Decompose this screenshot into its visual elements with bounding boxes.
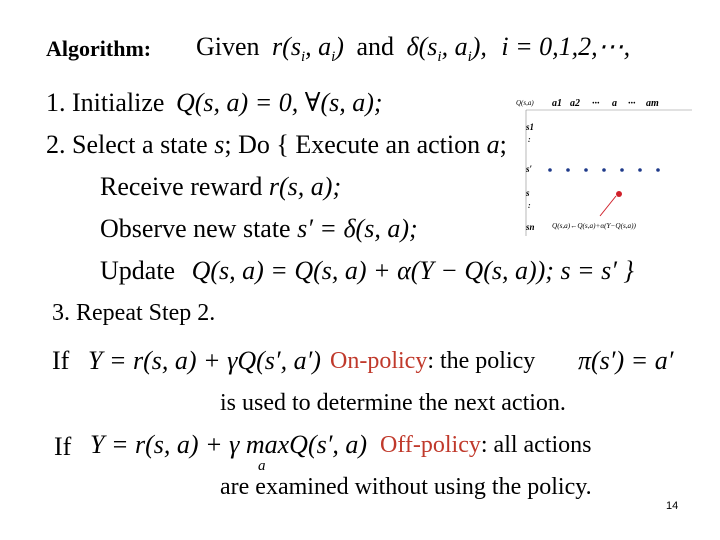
step2-end: ; bbox=[499, 130, 507, 159]
q-arrow bbox=[600, 196, 616, 216]
step3: 3. Repeat Step 2. bbox=[52, 300, 216, 326]
given-delta-sub1: i bbox=[437, 49, 442, 66]
step2-do: ; Do { Execute an action bbox=[224, 130, 481, 159]
q-dot bbox=[584, 168, 588, 172]
q-col-dots1: ··· bbox=[592, 98, 600, 109]
q-dot bbox=[566, 168, 570, 172]
step1-math: Q(s, a) = 0, ∀(s, a); bbox=[176, 88, 383, 117]
on-policy-line bbox=[330, 348, 535, 375]
on-text: : the policy bbox=[427, 348, 536, 374]
q-col-a2: a2 bbox=[570, 98, 580, 109]
q-update-formula: Q(s,a)←Q(s,a)+α(Y−Q(s,a)) bbox=[552, 222, 636, 230]
q-col-a: a bbox=[612, 98, 617, 109]
q-dot-row bbox=[548, 168, 660, 172]
given-delta-sub2: i bbox=[467, 49, 472, 66]
off-line2: are examined without using the policy. bbox=[220, 474, 592, 500]
q-dot bbox=[548, 168, 552, 172]
given-r-sub2: i bbox=[331, 49, 336, 66]
q-col-am: am bbox=[646, 98, 659, 109]
given-r-mid: , a bbox=[305, 32, 332, 61]
on-policy-math: π(s′) = a′ bbox=[578, 346, 674, 375]
on-label: On-policy bbox=[330, 348, 428, 374]
q-row-sprime: s′ bbox=[526, 164, 533, 174]
on-line2: is used to determine the next action. bbox=[220, 390, 566, 416]
given-r-end: ) bbox=[335, 32, 344, 61]
q-col-dots2: ··· bbox=[628, 98, 636, 109]
q-dot bbox=[638, 168, 642, 172]
off-policy-line bbox=[380, 432, 592, 459]
given-i: i = 0,1,2,⋯, bbox=[501, 32, 631, 61]
given-prefix: Given bbox=[196, 32, 260, 61]
given-delta-mid: , a bbox=[441, 32, 468, 61]
step2-label: 2. Select a state bbox=[46, 130, 208, 159]
given-delta-end: ), bbox=[471, 32, 487, 61]
step2-update-line bbox=[100, 256, 634, 286]
step2-s: s bbox=[214, 130, 225, 159]
q-row-sn: sn bbox=[526, 222, 535, 232]
given-line bbox=[196, 32, 630, 66]
off-math bbox=[90, 430, 367, 460]
q-vdots-2: : bbox=[528, 201, 531, 210]
step2-line bbox=[46, 130, 507, 160]
step2-receive: Receive reward bbox=[100, 172, 263, 201]
slide-title: Algorithm: bbox=[46, 36, 152, 61]
given-delta: δ(s bbox=[406, 32, 438, 61]
step2-update: Update bbox=[100, 256, 176, 285]
q-marker bbox=[616, 191, 622, 197]
off-math-post: Q(s′, a) bbox=[289, 430, 368, 459]
q-table-corner: Q(s,a) bbox=[516, 99, 534, 107]
off-label: Off-policy bbox=[380, 432, 481, 458]
given-r-sub1: i bbox=[300, 49, 306, 66]
on-if: If bbox=[52, 346, 70, 375]
given-and: and bbox=[356, 32, 395, 61]
q-dot bbox=[620, 168, 624, 172]
step2-a: a bbox=[486, 130, 500, 159]
off-text: : all actions bbox=[480, 432, 592, 458]
q-vdots-1: : bbox=[528, 135, 531, 144]
q-row-s1: s1 bbox=[526, 122, 535, 132]
step2-observe: Observe new state bbox=[100, 214, 291, 243]
q-dot bbox=[656, 168, 660, 172]
on-math: Y = r(s, a) + γQ(s′, a′) bbox=[88, 346, 321, 375]
off-math-sub: a bbox=[258, 458, 266, 474]
page-number: 14 bbox=[666, 500, 679, 512]
step2-receive-math: r(s, a); bbox=[268, 172, 342, 201]
step2-observe-line bbox=[100, 214, 418, 244]
step2-observe-math: s′ = δ(s, a); bbox=[297, 214, 418, 243]
off-math-pre: Y = r(s, a) + γ max bbox=[90, 430, 290, 459]
q-dot bbox=[602, 168, 606, 172]
step2-update-math: Q(s, a) = Q(s, a) + α(Y − Q(s, a)); s = s′ } bbox=[191, 256, 634, 285]
off-if: If bbox=[54, 432, 72, 461]
q-table-diagram bbox=[506, 94, 692, 236]
step1-label: 1. Initialize bbox=[46, 88, 165, 117]
given-r: r(s bbox=[272, 32, 301, 61]
step2-receive-line bbox=[100, 172, 341, 202]
q-row-s: s bbox=[526, 188, 530, 198]
q-col-a1: a1 bbox=[552, 98, 562, 109]
